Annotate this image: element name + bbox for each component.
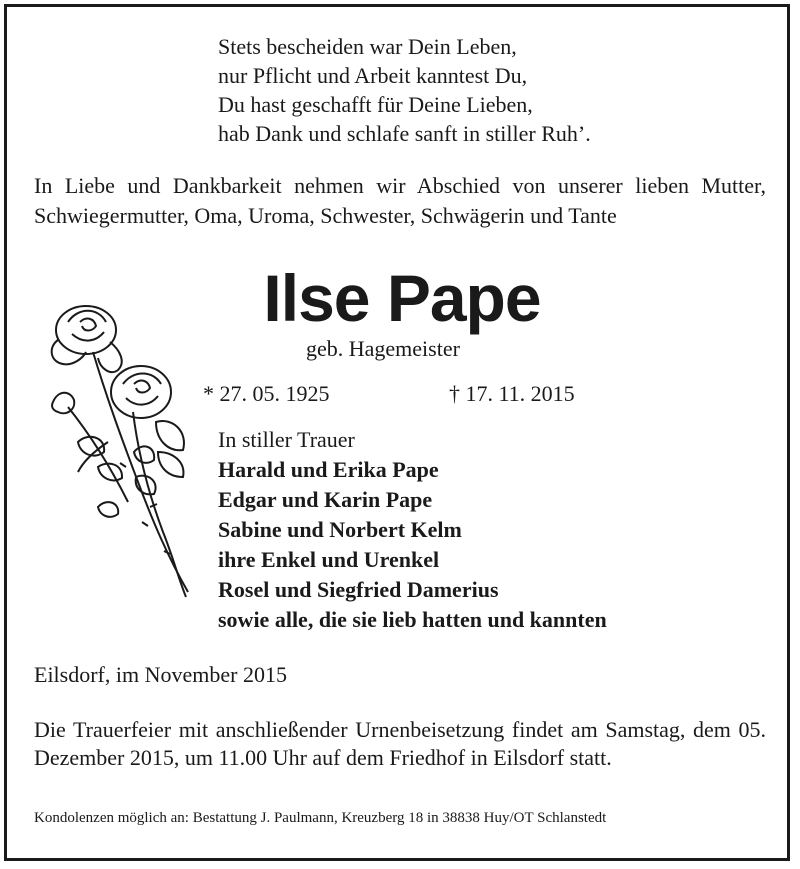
- death-date: † 17. 11. 2015: [449, 381, 575, 406]
- mourners-lead: In stiller Trauer: [218, 427, 355, 452]
- mourner-name: ihre Enkel und Urenkel: [218, 547, 440, 572]
- mourner-name: Sabine und Norbert Kelm: [218, 517, 462, 542]
- poem-line: Du hast geschafft für Deine Lieben,: [218, 92, 533, 117]
- rose-icon: [38, 292, 198, 602]
- poem-line: nur Pflicht und Arbeit kanntest Du,: [218, 63, 528, 88]
- condolence-note: Kondolenzen möglich an: Bestattung J. Paulmann, Kreuzberg 18 in 38838 Huy/OT Schlanstedt: [34, 810, 607, 826]
- deceased-name: Ilse Pape: [263, 261, 541, 335]
- mourner-name: Rosel und Siegfried Damerius: [218, 577, 499, 602]
- maiden-name: geb. Hagemeister: [306, 336, 460, 361]
- intro-text: In Liebe und Dankbarkeit nehmen wir Abschied von unserer lieben Mutter, Schwiegermutter, Oma, Uroma, Schwester, Schwägerin und Tante: [34, 173, 766, 228]
- poem-line: hab Dank und schlafe sanft in stiller Ruh’.: [218, 121, 591, 146]
- mourners: [218, 425, 607, 635]
- place-date: Eilsdorf, im November 2015: [34, 662, 287, 687]
- funeral-service-text: Die Trauerfeier mit anschließender Urnenbeisetzung findet am Samstag, dem 05. Dezember 2015, um 11.00 Uhr auf dem Friedhof in Eilsdorf statt.: [34, 717, 766, 770]
- mourner-name: sowie alle, die sie lieb hatten und kannten: [218, 607, 607, 632]
- poem-line: Stets bescheiden war Dein Leben,: [218, 34, 517, 59]
- poem: [218, 32, 591, 148]
- mourner-name: Edgar und Karin Pape: [218, 487, 433, 512]
- mourner-name: Harald und Erika Pape: [218, 457, 439, 482]
- birth-date: * 27. 05. 1925: [203, 381, 330, 406]
